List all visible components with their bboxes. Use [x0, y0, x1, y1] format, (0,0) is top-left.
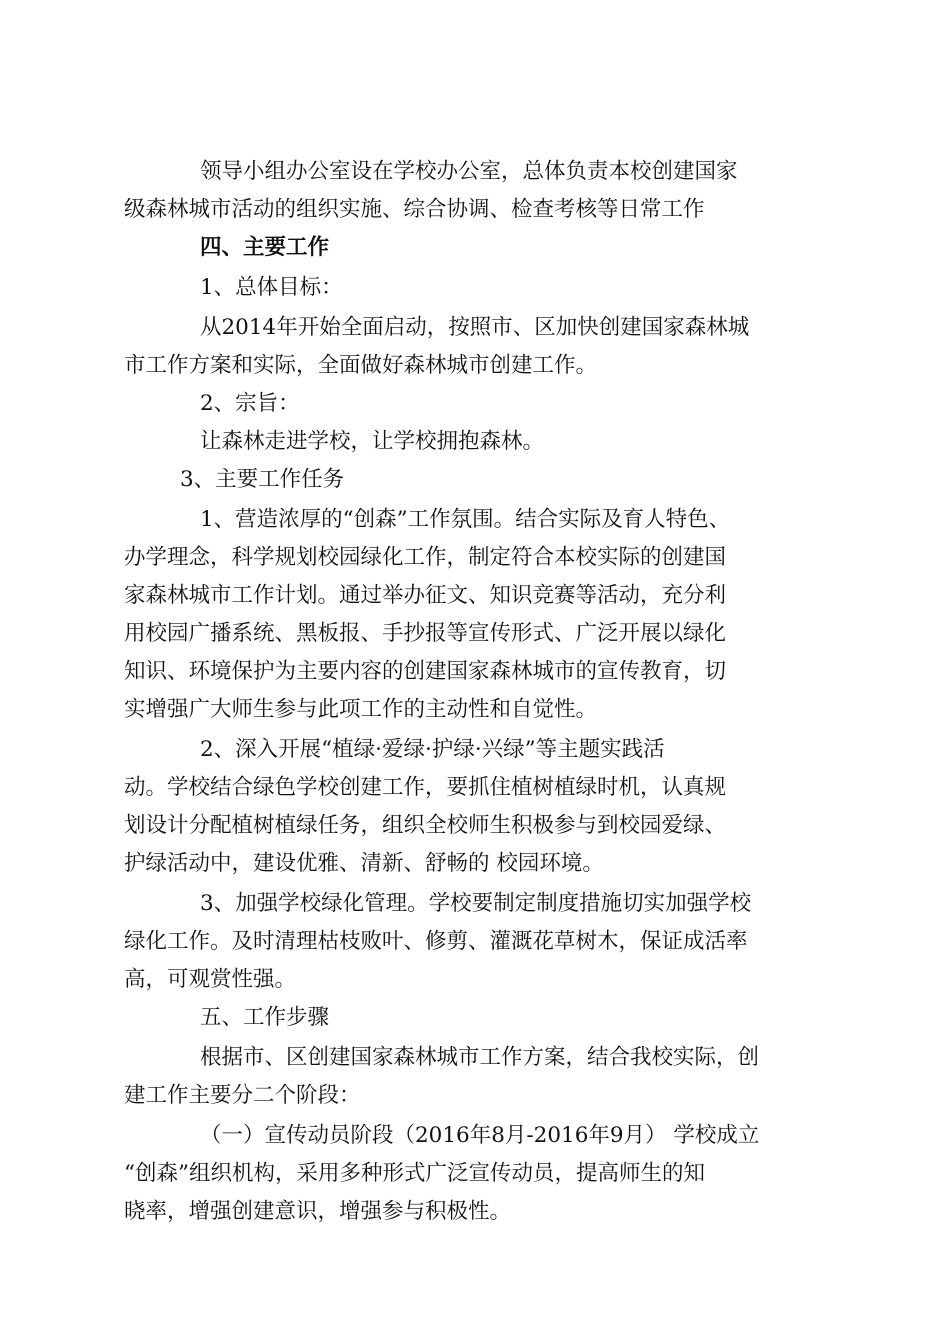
section-heading: 四、主要工作: [200, 235, 330, 260]
paragraph-line: 知识、环境保护为主要内容的创建国家森林城市的宣传教育，切: [124, 659, 727, 684]
paragraph-line: 领导小组办公室设在学校办公室，总体负责本校创建国家: [200, 159, 738, 184]
subsection-heading: 2、宗旨：: [200, 391, 300, 416]
paragraph-line: “创森”组织机构，采用多种形式广泛宣传动员，提高师生的知: [124, 1161, 705, 1186]
paragraph-line: 3、加强学校绿化管理。学校要制定制度措施切实加强学校: [200, 891, 752, 916]
paragraph-line: 划设计分配植树植绿任务，组织全校师生积极参与到校园爱绿、: [124, 813, 727, 838]
paragraph-line: 家森林城市工作计划。通过举办征文、知识竞赛等活动，充分利: [124, 583, 727, 608]
paragraph-line: 市工作方案和实际，全面做好森林城市创建工作。: [124, 353, 598, 378]
paragraph-line: 绿化工作。及时清理枯枝败叶、修剪、灌溉花草树木，保证成活率: [124, 929, 748, 954]
paragraph-line: （一）宣传动员阶段（2016年8月-2016年9月） 学校成立: [200, 1123, 760, 1148]
paragraph-line: 用校园广播系统、黑板报、手抄报等宣传形式、广泛开展以绿化: [124, 621, 727, 646]
paragraph-line: 根据市、区创建国家森林城市工作方案，结合我校实际，创: [200, 1045, 760, 1070]
paragraph-line: 2、深入开展“植绿·爱绿·护绿·兴绿”等主题实践活: [200, 737, 665, 762]
paragraph-line: 护绿活动中，建设优雅、清新、舒畅的 校园环境。: [124, 851, 604, 876]
paragraph-line: 级森林城市活动的组织实施、综合协调、检查考核等日常工作: [124, 197, 705, 222]
paragraph-line: 办学理念，科学规划校园绿化工作，制定符合本校实际的创建国: [124, 545, 727, 570]
paragraph-line: 1、营造浓厚的“创森”工作氛围。结合实际及育人特色、: [200, 507, 731, 532]
paragraph-line: 从2014年开始全面启动，按照市、区加快创建国家森林城: [200, 315, 750, 340]
paragraph-line: 晓率，增强创建意识，增强参与积极性。: [124, 1199, 512, 1224]
paragraph-line: 实增强广大师生参与此项工作的主动性和自觉性。: [124, 697, 598, 722]
subsection-heading: 1、总体目标：: [200, 275, 343, 300]
paragraph-line: 动。学校结合绿色学校创建工作，要抓住植树植绿时机，认真规: [124, 775, 727, 800]
paragraph-line: 高，可观赏性强。: [124, 967, 297, 992]
subsection-heading: 3、主要工作任务: [180, 467, 345, 492]
paragraph-line: 建工作主要分二个阶段：: [124, 1083, 361, 1108]
paragraph-line: 让森林走进学校，让学校拥抱森林。: [200, 429, 545, 454]
section-heading: 五、工作步骤: [200, 1005, 330, 1030]
